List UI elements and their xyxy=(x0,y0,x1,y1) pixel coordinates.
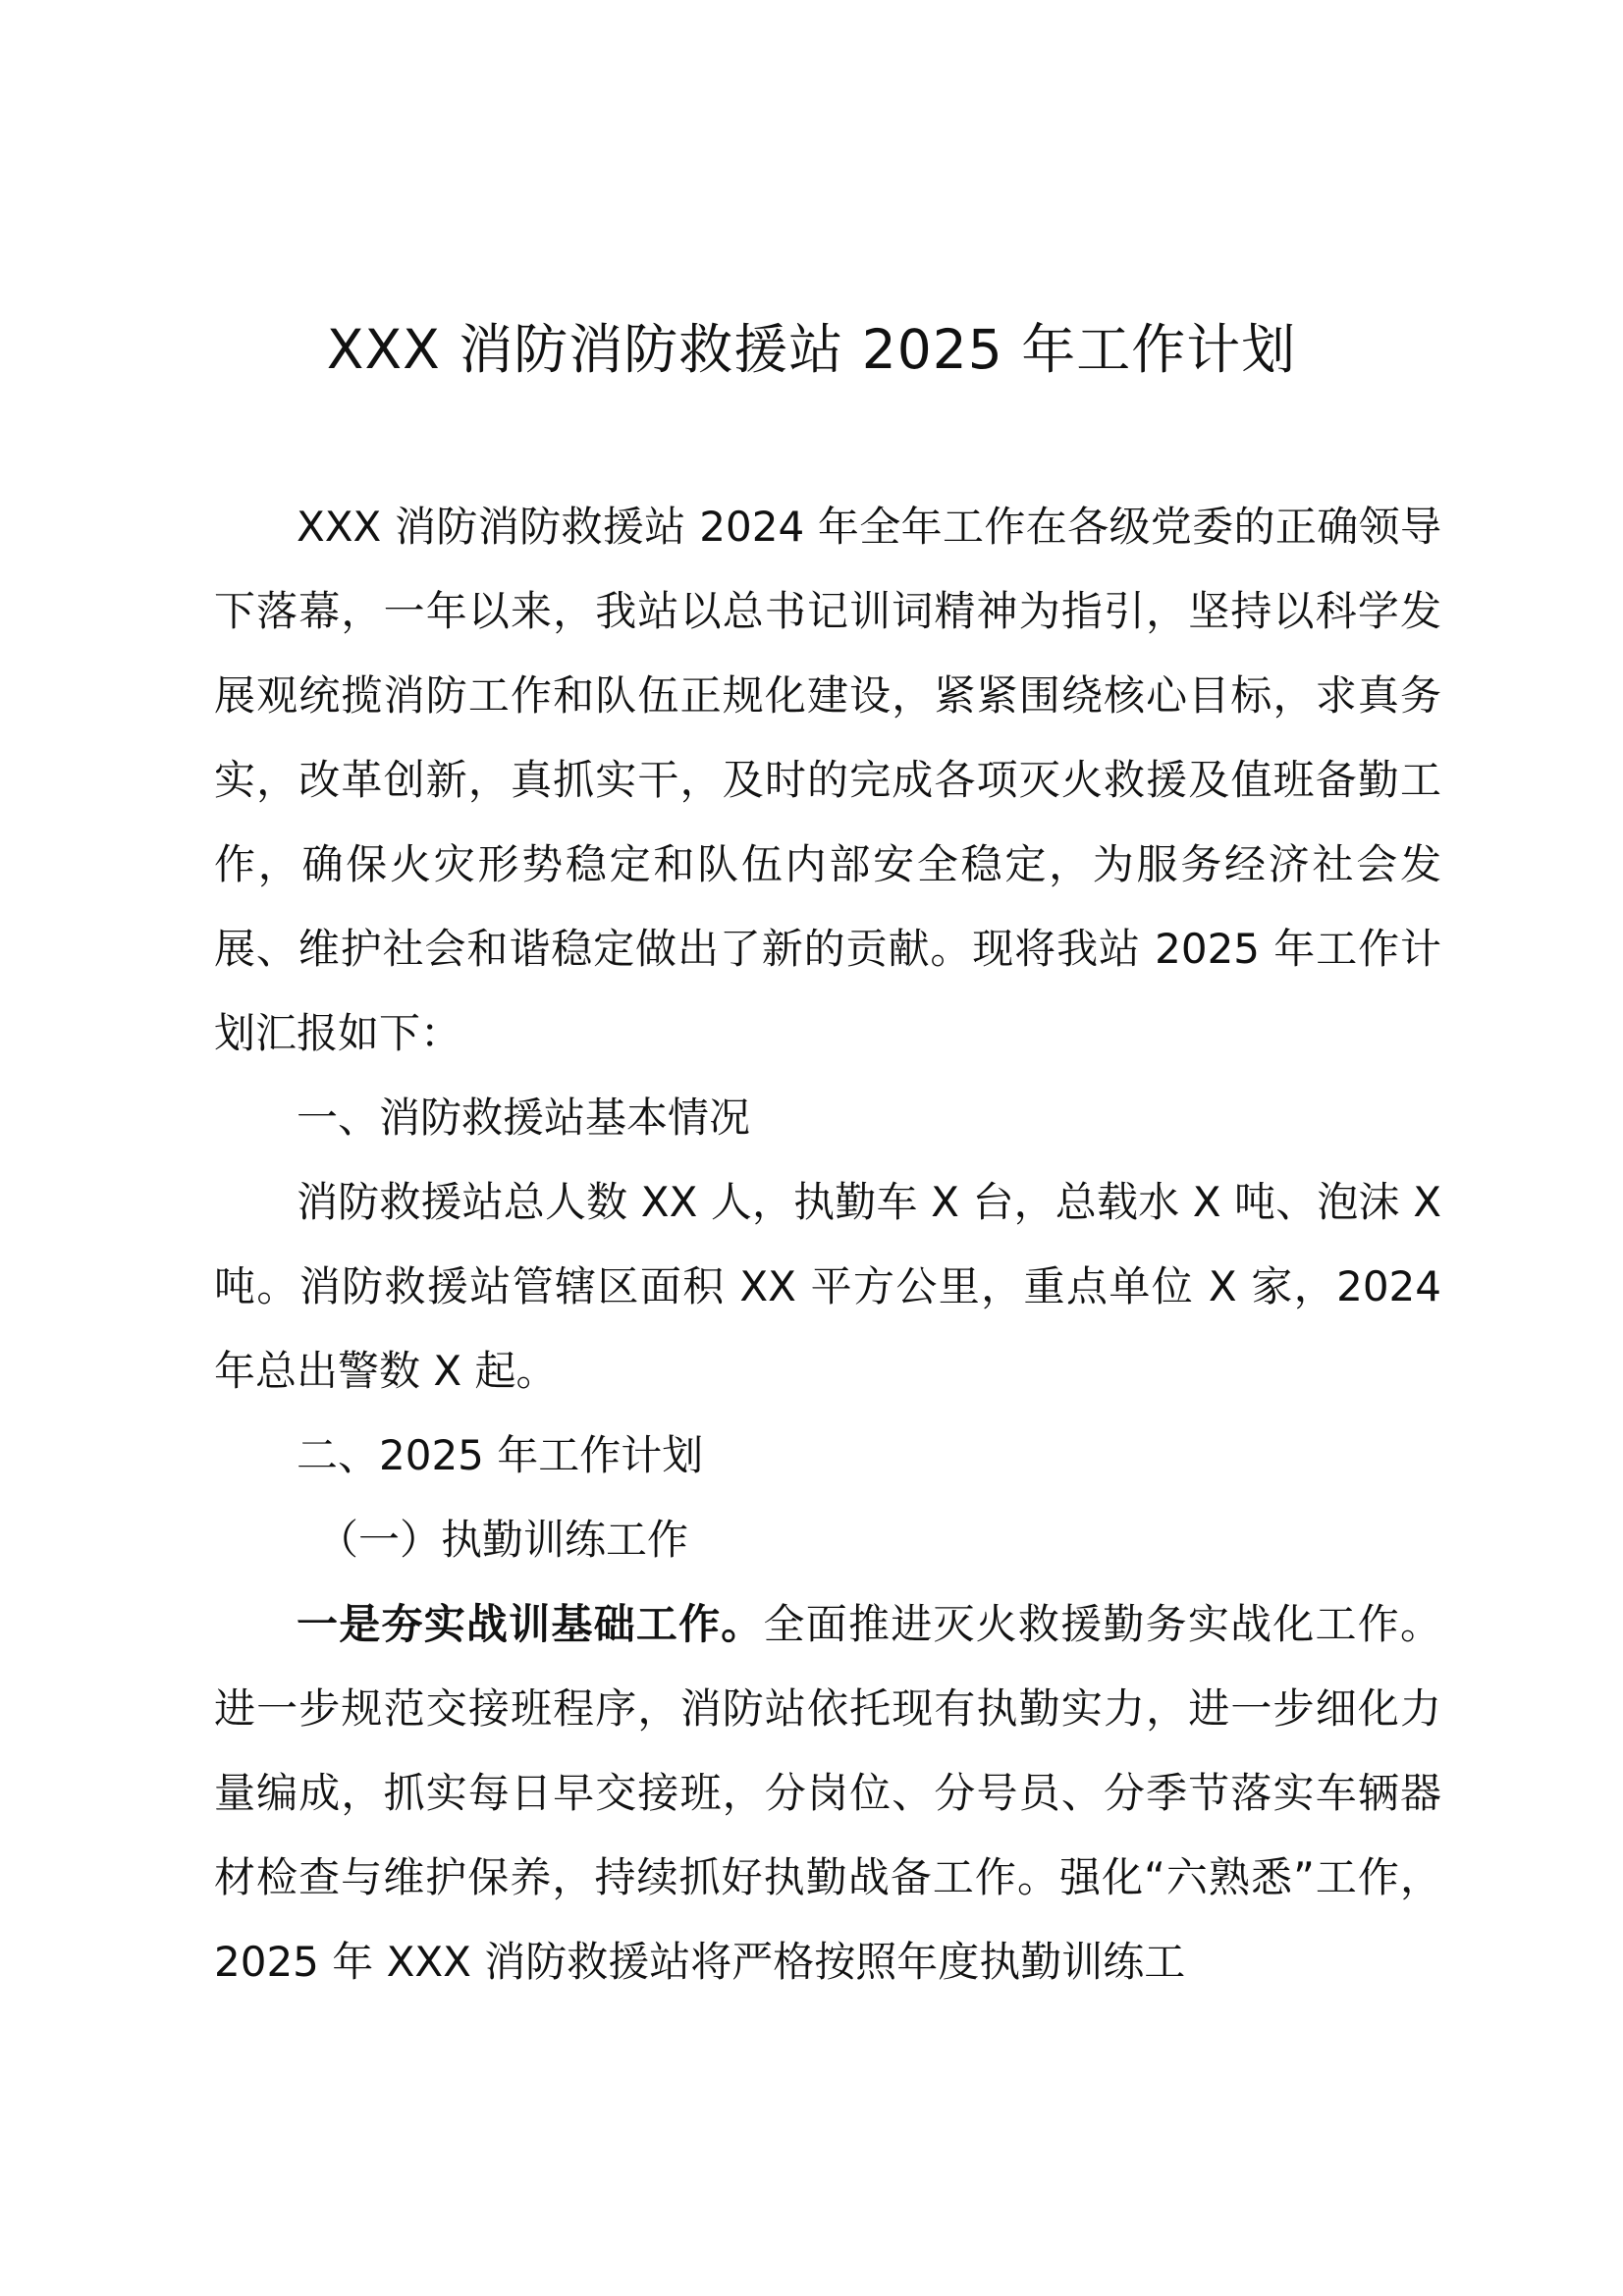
document-title: XXX 消防消防救援站 2025 年工作计划 xyxy=(326,318,1297,381)
section-heading-work-plan: 二、2025 年工作计划 xyxy=(297,1431,704,1479)
paragraph-intro: XXX 消防消防救援站 2024 年全年工作在各级党委的正确领导下落幕，一年以来，我站以总书记训词精神为指引，坚持以科学发展观统揽消防工作和队伍正规化建设，紧紧围绕核心目标，求真务实，改革创新，真抓实干，及时的完成各项灭火救援及值班备勤工作，确保火灾形势稳定和队伍内部安全稳定，为服务经济社会发展、维护社会和谐稳定做出了新的贡献。现将我站 2025 年工作计划汇报如下： xyxy=(214,503,1441,1057)
paragraph-basic-info: 消防救援站总人数 XX 人，执勤车 X 台，总载水 X 吨、泡沫 X 吨。消防救援站管辖区面积 XX 平方公里，重点单位 X 家，2024 年总出警数 X 起。 xyxy=(214,1178,1441,1395)
paragraph-item-1 xyxy=(214,1582,1441,2004)
item-1-lead: 一是夯实战训基础工作。 xyxy=(297,1600,764,1648)
section-heading-basic-info: 一、消防救援站基本情况 xyxy=(297,1094,751,1142)
subsection-heading-duty-training: （一）执勤训练工作 xyxy=(317,1516,689,1564)
document-body xyxy=(214,485,1441,2004)
item-1-text: 全面推进灭火救援勤务实战化工作。进一步规范交接班程序，消防站依托现有执勤实力，进一步细化力量编成，抓实每日早交接班，分岗位、分号员、分季节落实车辆器材检查与维护保养，持续抓好执勤战备工作。强化“六熟悉”工作，2025 年 XXX 消防救援站将严格按照年度执勤训练工 xyxy=(214,1600,1441,1986)
